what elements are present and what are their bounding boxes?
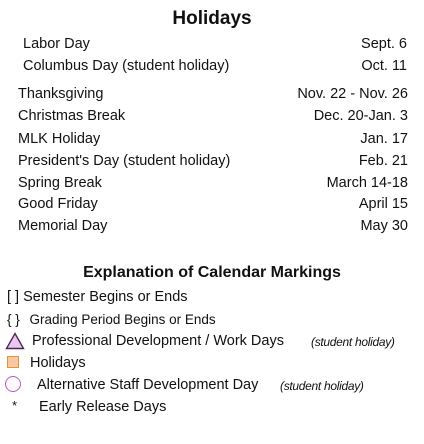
holiday-label: Thanksgiving — [18, 86, 104, 102]
holiday-row-good-friday — [18, 196, 408, 214]
legend-semester — [7, 289, 188, 305]
holiday-date: Dec. 20-Jan. 3 — [313, 108, 408, 124]
holiday-row-mlk — [18, 131, 408, 149]
holiday-row-christmas-break — [18, 108, 408, 126]
holiday-date: Feb. 21 — [358, 153, 408, 169]
holidays-title: Holidays — [172, 8, 252, 29]
square-icon — [7, 356, 19, 368]
semester-text: Semester Begins or Ends — [23, 289, 188, 305]
holiday-date: Oct. 11 — [361, 58, 407, 74]
circle-icon — [5, 376, 21, 392]
holiday-label: Labor Day — [23, 36, 90, 52]
alternative-text: Alternative Staff Development Day — [37, 377, 259, 393]
holiday-label: MLK Holiday — [18, 131, 101, 147]
alternative-note: (student holiday) — [280, 379, 364, 393]
holiday-date: Jan. 17 — [360, 131, 408, 147]
legend-holidays — [0, 354, 120, 372]
holiday-label: Memorial Day — [18, 218, 108, 234]
holiday-date: April 15 — [358, 196, 408, 212]
holidays-legend-text: Holidays — [30, 355, 86, 371]
professional-text: Professional Development / Work Days — [32, 333, 284, 349]
holiday-date: May 30 — [360, 218, 408, 234]
grading-symbol: { } — [7, 312, 20, 327]
holiday-row-spring-break — [18, 175, 408, 193]
holiday-row-presidents-day — [18, 153, 408, 171]
holiday-label: Spring Break — [18, 175, 102, 191]
holiday-label: Columbus Day (student holiday) — [23, 58, 230, 74]
holiday-label: Christmas Break — [18, 108, 126, 124]
holiday-date: Sept. 6 — [361, 36, 407, 52]
holiday-row-labor-day — [23, 36, 407, 54]
grading-text: Grading Period Begins or Ends — [29, 312, 216, 327]
legend-grading — [7, 312, 216, 327]
legend-alternative — [0, 375, 424, 395]
professional-note: (student holiday) — [311, 335, 395, 349]
holiday-row-columbus-day — [23, 58, 407, 76]
triangle-icon — [5, 332, 25, 350]
legend-early-release — [0, 398, 200, 416]
holiday-date: March 14-18 — [326, 175, 408, 191]
holiday-label: Good Friday — [18, 196, 98, 212]
semester-symbol: [ ] — [7, 289, 20, 305]
asterisk-icon: * — [12, 398, 18, 413]
explanation-title: Explanation of Calendar Markings — [83, 264, 341, 281]
holiday-label: President's Day (student holiday) — [18, 153, 231, 169]
holiday-date: Nov. 22 - Nov. 26 — [297, 86, 408, 102]
holiday-row-thanksgiving — [18, 86, 408, 104]
early-release-text: Early Release Days — [39, 399, 167, 415]
holiday-row-memorial-day — [18, 218, 408, 236]
